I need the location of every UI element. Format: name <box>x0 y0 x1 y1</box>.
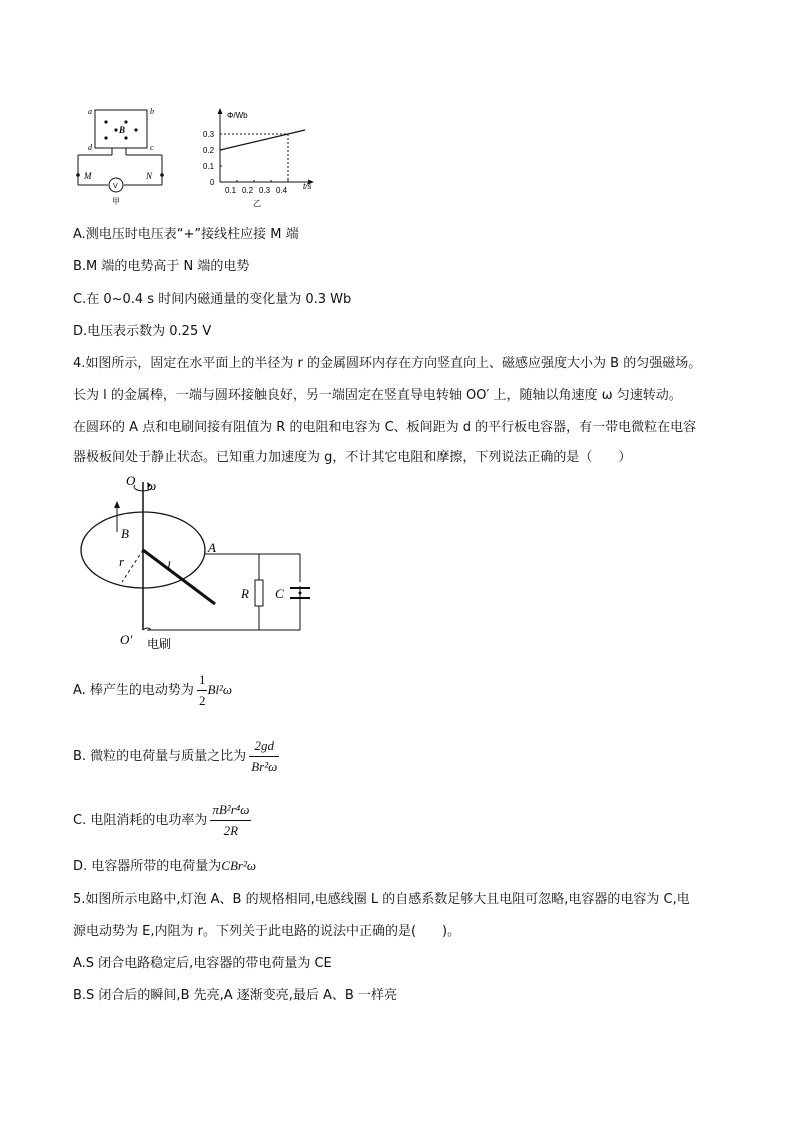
fraction-numerator: 1 <box>197 670 208 691</box>
fraction-denominator: Br²ω <box>251 759 278 774</box>
ytick-0.1: 0.1 <box>203 162 215 171</box>
q3-option-d: D.电压表示数为 0.25 V <box>73 324 212 339</box>
q4-option-c <box>73 800 251 841</box>
corner-c-label: c <box>150 143 154 152</box>
axis-top-label: O <box>126 473 136 488</box>
q4-option-d-text: D. 电容器所带的电荷量为 <box>73 859 222 874</box>
terminal-m-label: M <box>84 171 92 181</box>
fraction-numerator: πB²r⁴ω <box>210 800 251 821</box>
xtick-0.1: 0.1 <box>225 186 237 195</box>
q4-option-b-fraction <box>249 736 279 777</box>
graph-ylabel: Φ/Wb <box>227 111 248 120</box>
flux-time-graph <box>195 100 325 210</box>
q4-stem-line-4: 器极板间处于静止状态。已知重力加速度为 g，不计其它电阻和摩擦，下列说法正确的是（ ） <box>73 450 632 465</box>
q4-stem-line-2: 长为 l 的金属棒，一端与圆环接触良好，另一端固定在竖直导电转轴 OO′ 上，随轴以角速度 ω 匀速转动。 <box>73 388 682 403</box>
ytick-0.2: 0.2 <box>203 146 215 155</box>
q4-option-c-text: C. 电阻消耗的电功率为 <box>73 813 208 828</box>
voltmeter-label: V <box>113 183 118 190</box>
q4-option-b <box>73 736 279 777</box>
fraction-denominator: 2R <box>223 823 239 838</box>
q4-option-a-text: A. 棒产生的电动势为 <box>73 683 194 698</box>
field-label: B <box>121 526 129 541</box>
rod-label: l <box>167 558 171 573</box>
figure-jia-caption: 甲 <box>112 197 120 206</box>
corner-a-label: a <box>88 107 92 116</box>
omega-label: ω <box>147 478 157 493</box>
graph-xlabel: t/s <box>303 182 312 191</box>
circuit-figure-jia <box>70 100 170 210</box>
q5-option-b: B.S 闭合后的瞬间,B 先亮,A 逐渐变亮,最后 A、B 一样亮 <box>73 988 397 1003</box>
fraction-denominator: 2 <box>198 693 206 708</box>
q4-option-d <box>73 856 256 877</box>
resistor-label: R <box>241 586 249 601</box>
radius-label: r <box>119 554 125 569</box>
capacitor-label: C <box>275 586 284 601</box>
axis-bottom-label: O′ <box>120 632 133 647</box>
figure-yi-caption: 乙 <box>253 199 261 208</box>
q3-option-c: C.在 0~0.4 s 时间内磁通量的变化量为 0.3 Wb <box>73 292 352 307</box>
q4-stem-line-1: 4.如图所示，固定在水平面上的半径为 r 的金属圆环内存在方向竖直向上、磁感应强度大小为 B 的匀强磁场。 <box>73 356 702 371</box>
q4-option-c-fraction <box>210 800 251 841</box>
corner-d-label: d <box>88 143 92 152</box>
fraction-numerator: 2gd <box>249 736 279 757</box>
xtick-0.2: 0.2 <box>242 186 254 195</box>
q5-stem-line-2: 源电动势为 E,内阻为 r。下列关于此电路的说法中正确的是( )。 <box>73 924 461 939</box>
q5-option-a: A.S 闭合电路稳定后,电容器的带电荷量为 CE <box>73 956 332 971</box>
q3-option-b: B.M 端的电势高于 N 端的电势 <box>73 259 250 274</box>
q4-option-a-fraction <box>197 670 208 711</box>
q4-option-d-expression: CBr²ω <box>221 858 257 873</box>
rotating-rod-circuit-figure <box>75 470 345 660</box>
point-a-label: A <box>208 540 216 555</box>
q5-stem-line-1: 5.如图所示电路中,灯泡 A、B 的规格相同,电感线圈 L 的自感系数足够大且电阻可忽略,电容器的电容为 C,电 <box>73 892 690 907</box>
xtick-0.4: 0.4 <box>276 186 288 195</box>
brush-label: 电刷 <box>147 637 172 651</box>
terminal-n-label: N <box>146 171 153 181</box>
corner-b-label: b <box>150 107 154 116</box>
graph-origin: 0 <box>210 178 215 187</box>
q3-option-a: A.测电压时电压表“+”接线柱应接 M 端 <box>73 227 299 242</box>
q4-option-a-expression: Bl²ω <box>207 682 233 697</box>
q4-stem-line-3: 在圆环的 A 点和电刷间接有阻值为 R 的电阻和电容为 C、板间距为 d 的平行板电容器，有一带电微粒在电容 <box>73 420 697 435</box>
ytick-0.3: 0.3 <box>203 130 215 139</box>
q4-option-b-text: B. 微粒的电荷量与质量之比为 <box>73 749 247 764</box>
field-b-label: B <box>119 125 126 135</box>
xtick-0.3: 0.3 <box>259 186 271 195</box>
flux-series-line <box>220 130 305 150</box>
q4-option-a <box>73 670 232 711</box>
